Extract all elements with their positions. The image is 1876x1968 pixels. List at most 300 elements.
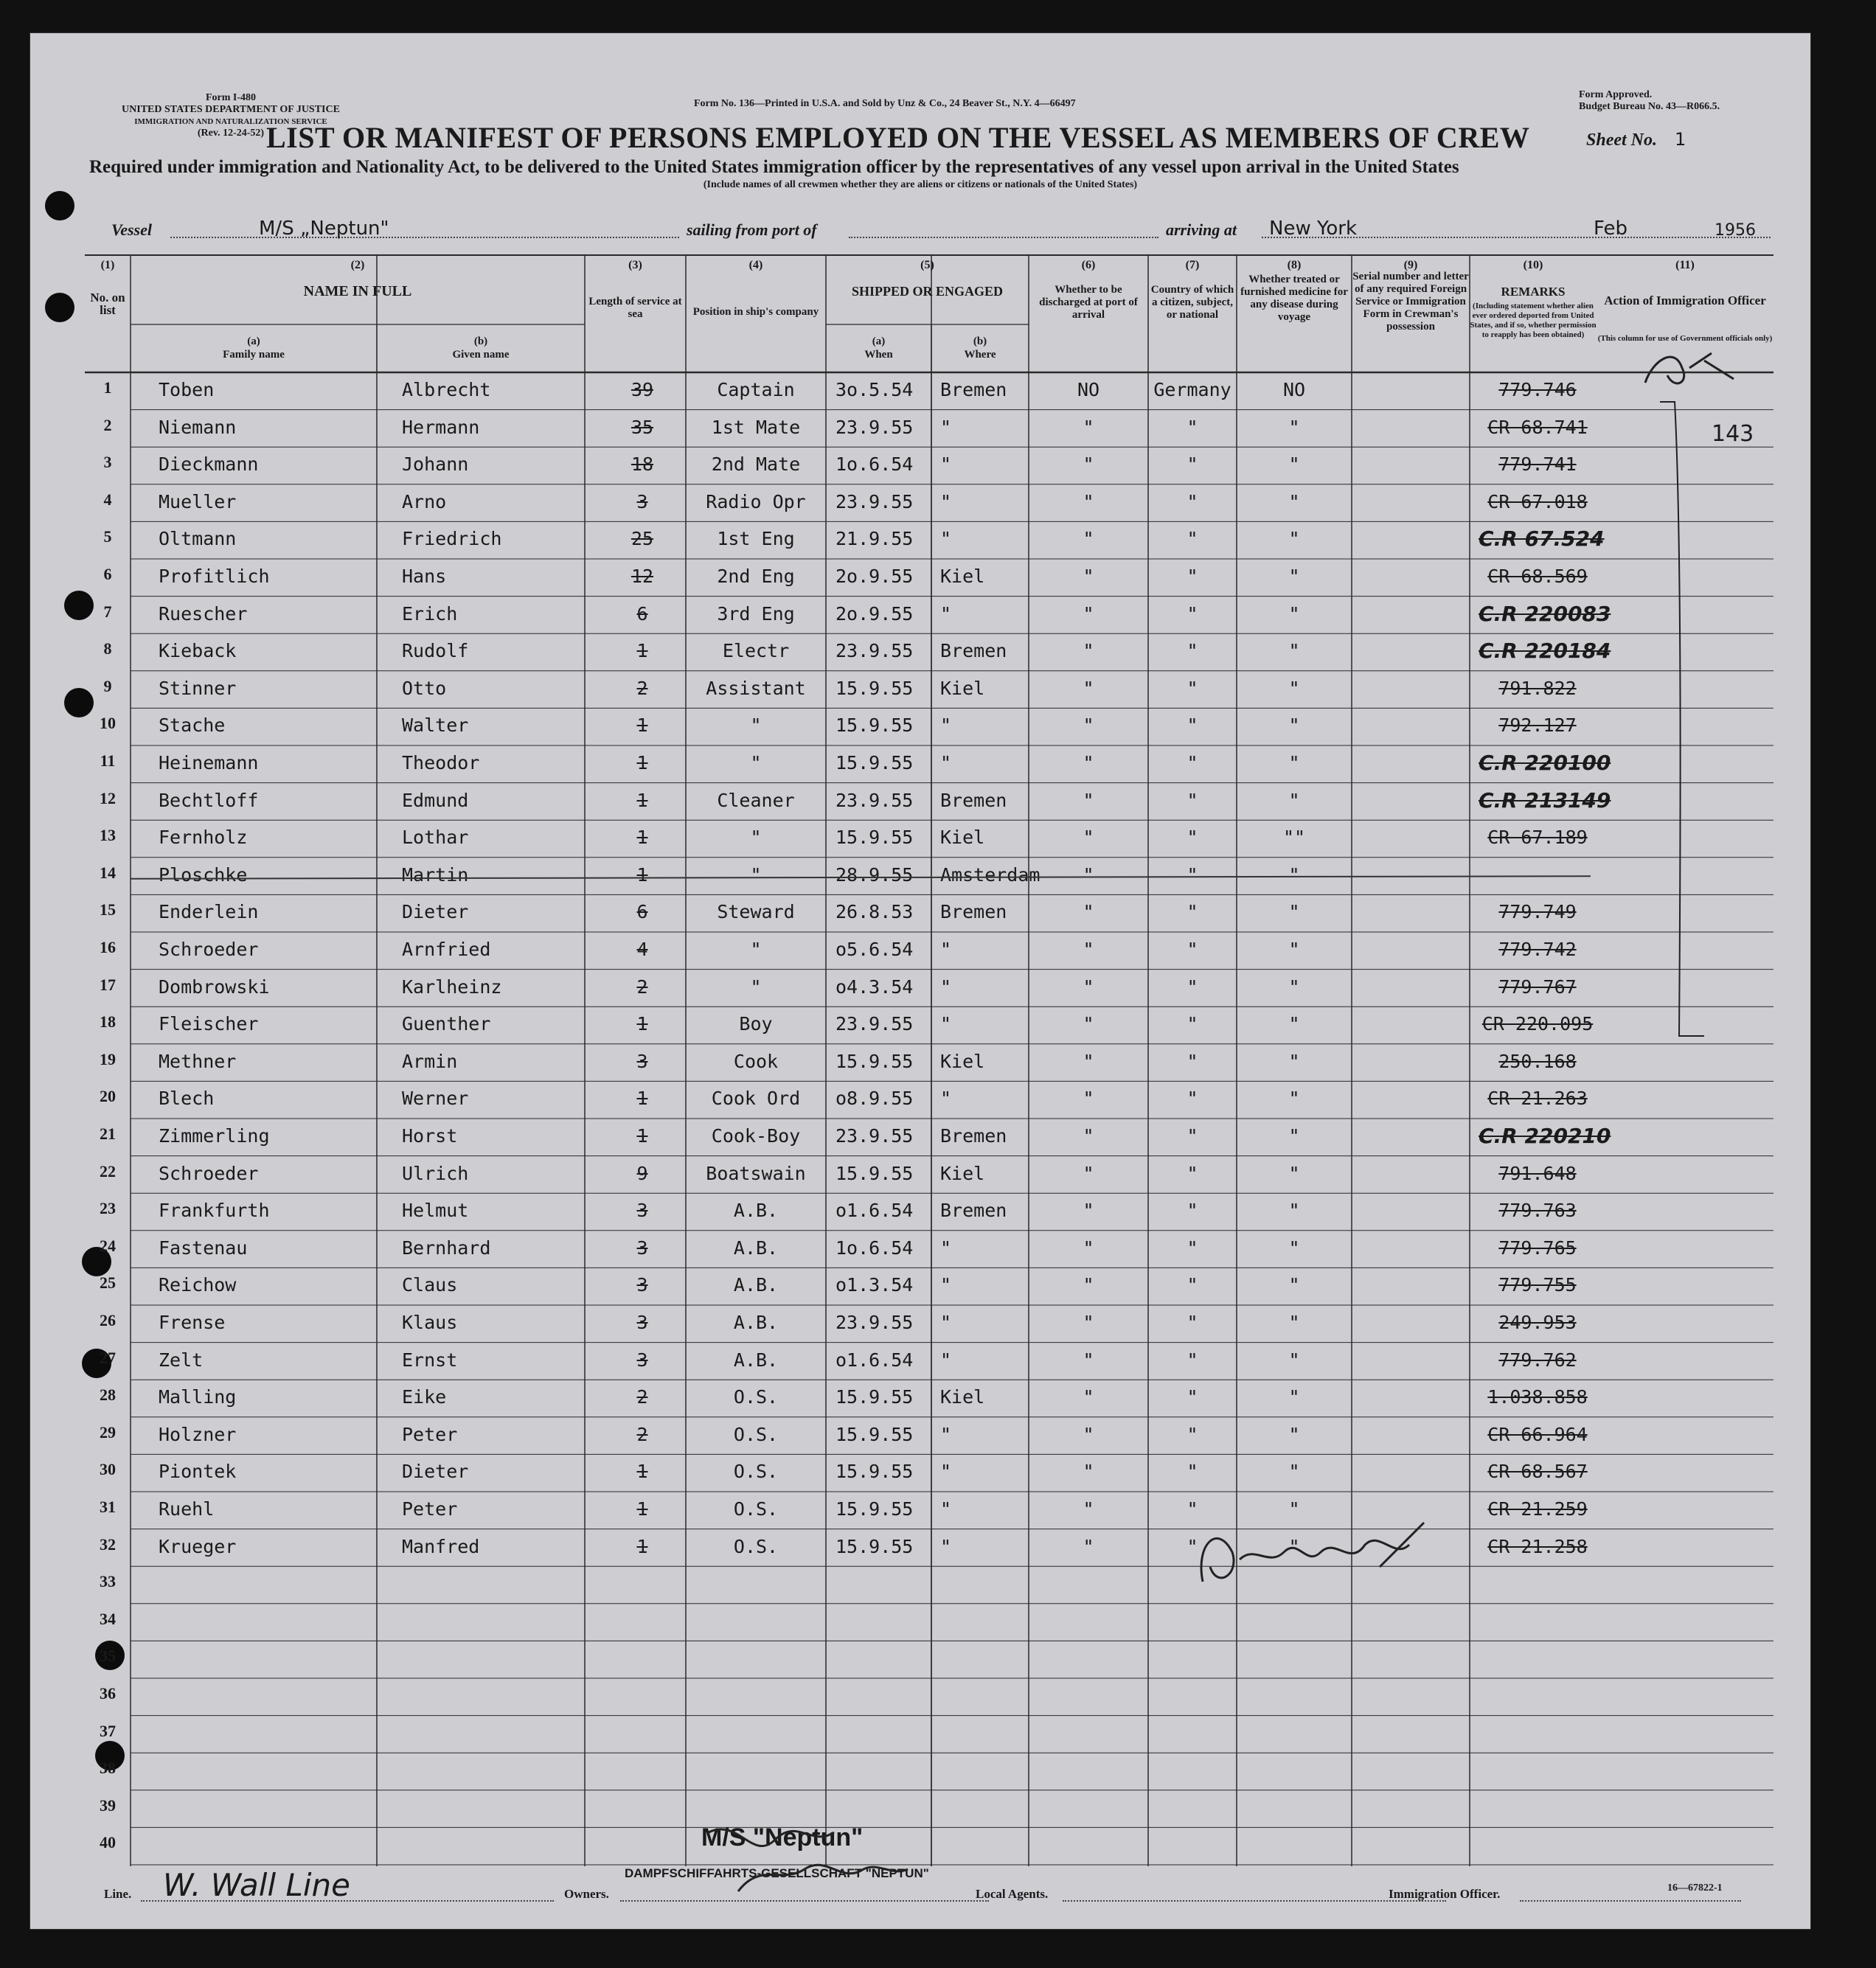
printer-line: Form No. 136—Printed in U.S.A. and Sold by Unz & Co., 24 Beaver St., N.Y. 4—66497 <box>694 98 1076 109</box>
table-cell-discharged: " <box>1083 901 1094 923</box>
table-cell-given-name: Hans <box>402 566 447 587</box>
table-cell-family-name: Zimmerling <box>159 1125 270 1147</box>
row-number: 21 <box>100 1124 116 1143</box>
table-cell-medicine: " <box>1288 640 1300 662</box>
table-cell-shipped-when: 23.9.55 <box>835 490 914 512</box>
row-number: 1 <box>103 378 112 397</box>
column-number: (11) <box>1675 259 1695 271</box>
table-cell-remarks: 249.953 <box>1498 1312 1577 1333</box>
table-cell-length-of-service: 3 <box>636 1237 648 1259</box>
table-cell-medicine: " <box>1288 1088 1300 1110</box>
immigration-officer-label: Immigration Officer. <box>1389 1887 1501 1901</box>
table-cell-position: Cook-Boy <box>711 1125 801 1147</box>
table-cell-length-of-service: 1 <box>636 1498 648 1520</box>
table-cell-family-name: Toben <box>159 379 215 400</box>
line-label: Line. <box>104 1887 132 1901</box>
table-cell-discharged: " <box>1083 1386 1094 1408</box>
length-of-service-header: Length of service at sea <box>588 296 682 320</box>
form-code: 16—67822-1 <box>1667 1882 1723 1894</box>
table-cell-shipped-when: 2o.9.55 <box>835 566 914 587</box>
table-cell-family-name: Mueller <box>159 490 237 512</box>
approval-line1: Form Approved. <box>1579 89 1653 100</box>
table-cell-shipped-when: o4.3.54 <box>835 976 914 998</box>
column-number: (7) <box>1185 259 1200 271</box>
column-number: (5) <box>920 259 934 271</box>
table-cell-position: Boatswain <box>706 1162 806 1184</box>
table-cell-medicine: " <box>1288 528 1300 550</box>
medicine-header: Whether treated or furnished medicine for any disease during voyage <box>1240 274 1348 323</box>
table-cell-medicine: " <box>1288 1013 1300 1035</box>
table-cell-family-name: Stinner <box>159 677 237 699</box>
table-cell-remarks: C.R 220210 <box>1479 1124 1611 1148</box>
table-cell-country: " <box>1187 1274 1198 1296</box>
punch-hole <box>45 293 74 322</box>
table-cell-remarks: 791.822 <box>1498 677 1577 699</box>
table-cell-shipped-where: " <box>940 1312 952 1333</box>
table-cell-medicine: " <box>1288 939 1300 960</box>
row-number: 19 <box>100 1049 116 1068</box>
row-number: 6 <box>103 565 112 583</box>
given-name-tag: (b) <box>473 335 488 347</box>
table-cell-length-of-service: 18 <box>630 453 654 476</box>
table-cell-family-name: Holzner <box>159 1423 237 1445</box>
action-note: (This column for use of Government officials only) <box>1597 334 1773 343</box>
table-cell-length-of-service: 3 <box>636 1349 648 1371</box>
table-cell-given-name: Ulrich <box>402 1162 469 1184</box>
remarks-header: REMARKS <box>1501 285 1566 299</box>
table-cell-shipped-where: " <box>940 939 952 960</box>
table-cell-shipped-when: o1.6.54 <box>835 1200 914 1222</box>
table-cell-length-of-service: 1 <box>636 1125 648 1147</box>
remarks-note: (Including statement whether alien ever ordered deported from United States, and if so, whether permission to reapply has been obtained) <box>1470 302 1597 339</box>
table-cell-country: " <box>1187 1237 1198 1259</box>
table-cell-remarks: 250.168 <box>1498 1050 1577 1072</box>
table-cell-given-name: Dieter <box>402 1461 469 1483</box>
table-cell-length-of-service: 3 <box>636 1312 648 1333</box>
table-cell-country: " <box>1187 528 1198 550</box>
table-cell-shipped-when: 15.9.55 <box>835 1461 914 1483</box>
table-cell-family-name: Bechtloff <box>159 789 259 811</box>
table-cell-discharged: " <box>1083 939 1094 960</box>
table-cell-medicine: " <box>1288 1461 1300 1483</box>
table-cell-medicine: " <box>1288 714 1300 737</box>
table-cell-position: Radio Opr <box>706 490 806 512</box>
shipped-or-engaged-header: SHIPPED OR ENGAGED <box>851 284 1004 299</box>
table-cell-discharged: " <box>1083 1461 1094 1483</box>
table-cell-given-name: Klaus <box>402 1312 458 1333</box>
table-cell-position: O.S. <box>733 1535 779 1557</box>
sheet-label: Sheet No. <box>1586 131 1657 150</box>
row-number: 34 <box>100 1609 116 1628</box>
subtitle: Required under immigration and Nationality Act, to be delivered to the United States immigration officer by the representatives of any vessel upon arrival in the United States <box>89 157 1459 177</box>
table-cell-length-of-service: 1 <box>636 863 648 886</box>
row-number: 4 <box>103 490 112 509</box>
table-cell-medicine: " <box>1288 901 1300 923</box>
table-cell-shipped-where: " <box>940 1461 952 1483</box>
row-number: 13 <box>100 826 116 845</box>
table-cell-position: Electr <box>722 640 790 662</box>
table-cell-medicine: " <box>1288 1162 1300 1184</box>
table-cell-length-of-service: 12 <box>630 566 654 587</box>
stamp-vessel: M/S "Neptun" <box>701 1823 864 1851</box>
table-cell-position: " <box>750 714 762 737</box>
column-number: (9) <box>1403 259 1418 271</box>
table-cell-shipped-when: 28.9.55 <box>835 863 914 886</box>
table-cell-shipped-where: Bremen <box>940 379 1007 400</box>
row-number: 14 <box>100 863 116 882</box>
column-number: (2) <box>350 259 365 271</box>
arriving-label: arriving at <box>1166 220 1237 239</box>
table-cell-shipped-where: Kiel <box>940 1050 985 1072</box>
table-cell-position: Cook Ord <box>711 1088 801 1110</box>
table-cell-given-name: Theodor <box>402 752 480 773</box>
table-cell-length-of-service: 3 <box>636 490 648 512</box>
row-number: 38 <box>100 1759 116 1778</box>
table-cell-country: " <box>1187 1312 1198 1333</box>
table-cell-discharged: " <box>1083 528 1094 550</box>
table-cell-medicine: " <box>1288 1498 1300 1520</box>
table-cell-shipped-when: 2o.9.55 <box>835 602 914 625</box>
table-cell-country: " <box>1187 714 1198 737</box>
table-cell-position: O.S. <box>733 1386 779 1408</box>
table-cell-medicine: " <box>1288 677 1300 699</box>
approval-line2: Budget Bureau No. 43—R066.5. <box>1579 101 1720 112</box>
table-cell-shipped-where: " <box>940 602 952 625</box>
table-cell-remarks: 792.127 <box>1498 714 1577 737</box>
table-cell-remarks: 779.746 <box>1498 379 1577 400</box>
table-cell-medicine: NO <box>1282 379 1306 400</box>
table-cell-country: " <box>1187 1050 1198 1072</box>
table-cell-discharged: " <box>1083 677 1094 699</box>
row-number: 29 <box>100 1422 116 1442</box>
table-cell-family-name: Fleischer <box>159 1013 259 1035</box>
vessel-label: Vessel <box>111 220 152 239</box>
table-cell-family-name: Frense <box>159 1312 226 1333</box>
table-cell-discharged: " <box>1083 1162 1094 1184</box>
table-cell-length-of-service: 25 <box>630 528 654 550</box>
table-cell-family-name: Ploschke <box>159 863 248 886</box>
row-number: 25 <box>100 1273 116 1293</box>
table-cell-discharged: " <box>1083 1535 1094 1557</box>
table-cell-discharged: " <box>1083 863 1094 886</box>
table-cell-discharged: " <box>1083 416 1094 438</box>
table-cell-shipped-when: o1.3.54 <box>835 1274 914 1296</box>
vessel-value: M/S „Neptun" <box>259 218 389 240</box>
agency-line1: UNITED STATES DEPARTMENT OF JUSTICE <box>122 104 340 115</box>
table-cell-country: " <box>1187 789 1198 811</box>
table-cell-given-name: Johann <box>402 453 469 476</box>
row-number: 3 <box>103 453 112 472</box>
table-cell-discharged: " <box>1083 1050 1094 1072</box>
table-cell-remarks: 779.762 <box>1498 1349 1577 1371</box>
table-cell-remarks: 1.038.858 <box>1487 1386 1588 1408</box>
table-cell-length-of-service: 35 <box>630 416 654 438</box>
column-number: (3) <box>628 259 642 271</box>
column-number: (10) <box>1523 259 1543 271</box>
no-on-list-header: No. on list <box>90 291 125 317</box>
table-cell-shipped-where: " <box>940 1498 952 1520</box>
table-cell-country: " <box>1187 416 1198 438</box>
table-cell-medicine: " <box>1288 1200 1300 1222</box>
table-cell-discharged: " <box>1083 1423 1094 1445</box>
table-cell-family-name: Reichow <box>159 1274 237 1296</box>
row-number: 11 <box>100 751 116 770</box>
table-cell-position: Cleaner <box>717 789 795 811</box>
table-cell-discharged: " <box>1083 566 1094 587</box>
table-cell-remarks: CR 68.741 <box>1487 416 1588 438</box>
table-cell-remarks: CR 68.569 <box>1487 566 1588 587</box>
table-cell-given-name: Otto <box>402 677 447 699</box>
table-cell-shipped-when: 15.9.55 <box>835 1386 914 1408</box>
table-cell-length-of-service: 1 <box>636 1013 648 1035</box>
table-cell-family-name: Frankfurth <box>159 1200 270 1222</box>
table-cell-discharged: " <box>1083 1200 1094 1222</box>
table-cell-position: " <box>750 863 762 886</box>
table-cell-position: Boy <box>739 1013 773 1035</box>
table-cell-discharged: " <box>1083 1498 1094 1520</box>
table-cell-shipped-where: " <box>940 1013 952 1035</box>
table-cell-shipped-when: 15.9.55 <box>835 1535 914 1557</box>
table-cell-medicine: " <box>1288 1349 1300 1371</box>
table-cell-shipped-where: " <box>940 976 952 998</box>
table-cell-family-name: Krueger <box>159 1535 237 1557</box>
table-cell-remarks: C.R 220100 <box>1479 751 1611 775</box>
row-number: 18 <box>100 1012 116 1032</box>
row-number: 26 <box>100 1311 116 1329</box>
table-cell-shipped-when: 1o.6.54 <box>835 1237 914 1259</box>
table-cell-shipped-when: 26.8.53 <box>835 901 914 923</box>
table-cell-family-name: Dieckmann <box>159 453 259 476</box>
table-cell-country: " <box>1187 1013 1198 1035</box>
row-number: 37 <box>100 1721 116 1740</box>
table-cell-country: " <box>1187 677 1198 699</box>
table-cell-country: " <box>1187 1349 1198 1371</box>
table-cell-given-name: Albrecht <box>402 379 491 400</box>
table-cell-length-of-service: 1 <box>636 827 648 849</box>
table-cell-shipped-where: Bremen <box>940 640 1007 662</box>
row-number: 9 <box>103 676 112 695</box>
when-tag: (a) <box>872 335 886 347</box>
sheet-value: 1 <box>1675 129 1686 150</box>
table-cell-position: " <box>750 976 762 998</box>
table-cell-given-name: Armin <box>402 1050 458 1072</box>
row-number: 39 <box>100 1795 116 1815</box>
table-cell-position: Assistant <box>706 677 806 699</box>
table-cell-remarks: C.R 213149 <box>1479 787 1611 813</box>
table-cell-remarks: 779.765 <box>1498 1237 1577 1259</box>
table-cell-country: " <box>1187 453 1198 476</box>
table-cell-shipped-when: 15.9.55 <box>835 1162 914 1184</box>
table-cell-country: Germany <box>1153 379 1231 400</box>
table-cell-given-name: Werner <box>402 1088 469 1110</box>
table-cell-shipped-when: 15.9.55 <box>835 1498 914 1520</box>
table-cell-discharged: " <box>1083 602 1094 625</box>
table-cell-family-name: Zelt <box>159 1349 204 1371</box>
table-cell-length-of-service: 6 <box>636 901 648 923</box>
table-cell-family-name: Profitlich <box>159 566 270 587</box>
table-cell-discharged: " <box>1083 976 1094 998</box>
table-cell-shipped-where: " <box>940 453 952 476</box>
table-cell-country: " <box>1187 1423 1198 1445</box>
table-cell-medicine: " <box>1288 789 1300 811</box>
table-cell-length-of-service: 1 <box>636 640 648 662</box>
when-header: When <box>864 349 893 361</box>
table-cell-shipped-where: Kiel <box>940 1386 985 1408</box>
table-cell-given-name: Hermann <box>402 416 480 438</box>
table-cell-discharged: " <box>1083 1125 1094 1147</box>
table-cell-family-name: Malling <box>159 1386 237 1408</box>
row-number: 40 <box>100 1833 116 1852</box>
table-cell-country: " <box>1187 1125 1198 1147</box>
table-cell-shipped-where: Kiel <box>940 566 985 587</box>
table-cell-shipped-where: " <box>940 416 952 438</box>
table-cell-position: O.S. <box>733 1423 779 1445</box>
table-cell-position: " <box>750 752 762 773</box>
table-cell-given-name: Martin <box>402 863 469 886</box>
table-cell-length-of-service: 9 <box>636 1162 648 1184</box>
table-cell-position: A.B. <box>733 1200 779 1222</box>
table-cell-country: " <box>1187 1162 1198 1184</box>
table-cell-discharged: " <box>1083 1013 1094 1035</box>
table-cell-country: " <box>1187 602 1198 625</box>
table-cell-shipped-where: Bremen <box>940 1125 1007 1147</box>
table-cell-country: " <box>1187 1386 1198 1408</box>
row-number: 31 <box>100 1498 116 1516</box>
table-cell-position: 1st Eng <box>717 528 795 550</box>
table-cell-medicine: "" <box>1282 827 1306 849</box>
discharged-header: Whether to be discharged at port of arrival <box>1039 284 1138 321</box>
table-cell-remarks: CR 67.189 <box>1487 827 1588 849</box>
table-cell-shipped-when: 23.9.55 <box>835 1312 914 1333</box>
vessel-line <box>111 216 1771 243</box>
table-cell-length-of-service: 3 <box>636 1274 648 1296</box>
table-cell-family-name: Dombrowski <box>159 976 270 998</box>
table-cell-discharged: " <box>1083 1274 1094 1296</box>
table-cell-family-name: Niemann <box>159 416 237 438</box>
agent-signature <box>694 1818 915 1899</box>
table-cell-family-name: Ruehl <box>159 1498 215 1520</box>
table-cell-shipped-when: 1o.6.54 <box>835 453 914 476</box>
table-cell-length-of-service: 1 <box>636 1088 648 1110</box>
table-cell-country: " <box>1187 901 1198 923</box>
table-cell-remarks: CR 220.095 <box>1481 1013 1594 1035</box>
table-cell-discharged: " <box>1083 752 1094 773</box>
table-cell-medicine: " <box>1288 1423 1300 1445</box>
table-cell-medicine: " <box>1288 863 1300 886</box>
table-cell-given-name: Peter <box>402 1423 458 1445</box>
table-cell-remarks: 779.741 <box>1498 453 1577 476</box>
table-cell-remarks: C.R 220083 <box>1479 601 1611 626</box>
table-cell-remarks: CR 68.567 <box>1487 1461 1588 1483</box>
table-cell-given-name: Lothar <box>402 827 469 849</box>
table-cell-length-of-service: 1 <box>636 789 648 811</box>
table-cell-discharged: NO <box>1077 379 1100 400</box>
table-cell-medicine: " <box>1288 1535 1300 1557</box>
table-cell-remarks: 779.742 <box>1498 939 1577 960</box>
table-cell-discharged: " <box>1083 490 1094 512</box>
table-cell-shipped-when: 3o.5.54 <box>835 379 914 400</box>
table-cell-discharged: " <box>1083 640 1094 662</box>
table-cell-given-name: Dieter <box>402 901 469 923</box>
table-cell-country: " <box>1187 752 1198 773</box>
table-cell-remarks: C.R 220184 <box>1479 639 1611 664</box>
table-cell-shipped-where: Bremen <box>940 1200 1007 1222</box>
table-cell-shipped-when: 15.9.55 <box>835 752 914 773</box>
column-number: (6) <box>1081 259 1096 271</box>
table-cell-family-name: Fernholz <box>159 827 248 849</box>
row-number: 24 <box>100 1236 116 1255</box>
family-name-tag: (a) <box>247 335 260 347</box>
table-cell-position: 3rd Eng <box>717 602 795 625</box>
row-number: 5 <box>103 527 112 546</box>
table-cell-given-name: Horst <box>402 1125 458 1147</box>
table-cell-remarks: CR 21.263 <box>1487 1088 1588 1110</box>
table-cell-shipped-when: o8.9.55 <box>835 1088 914 1110</box>
table-cell-country: " <box>1187 827 1198 849</box>
table-cell-remarks: 779.763 <box>1498 1200 1577 1222</box>
table-cell-length-of-service: 2 <box>636 1423 648 1445</box>
table-cell-country: " <box>1187 640 1198 662</box>
table-cell-position: Steward <box>717 901 795 923</box>
table-cell-length-of-service: 2 <box>636 1386 648 1408</box>
table-cell-country: " <box>1187 490 1198 512</box>
table-cell-discharged: " <box>1083 453 1094 476</box>
row-number: 8 <box>103 639 112 658</box>
subtitle-note: (Include names of all crewmen whether they are aliens or citizens or nationals of the United States) <box>703 179 1138 190</box>
table-cell-discharged: " <box>1083 1349 1094 1371</box>
table-cell-family-name: Fastenau <box>159 1237 248 1259</box>
table-cell-given-name: Arno <box>402 490 447 512</box>
table-cell-position: 1st Mate <box>711 416 801 438</box>
arriving-value: New York <box>1269 218 1358 240</box>
table-cell-shipped-when: o1.6.54 <box>835 1349 914 1371</box>
sheet-number <box>1586 129 1686 150</box>
table-cell-country: " <box>1187 1461 1198 1483</box>
table-cell-medicine: " <box>1288 453 1300 476</box>
table-cell-remarks: CR 67.018 <box>1487 490 1588 512</box>
agency-line2: IMMIGRATION AND NATURALIZATION SERVICE <box>134 117 327 126</box>
table-cell-given-name: Karlheinz <box>402 976 502 998</box>
table-cell-medicine: " <box>1288 602 1300 625</box>
table-cell-discharged: " <box>1083 1237 1094 1259</box>
row-number: 30 <box>100 1460 116 1479</box>
column-number: (4) <box>748 259 763 271</box>
row-number: 33 <box>100 1572 116 1591</box>
page-title: LIST OR MANIFEST OF PERSONS EMPLOYED ON THE VESSEL AS MEMBERS OF CREW <box>266 121 1530 154</box>
table-cell-shipped-when: 15.9.55 <box>835 1423 914 1445</box>
row-number: 22 <box>100 1161 116 1181</box>
sailing-label: sailing from port of <box>687 220 817 239</box>
table-cell-remarks: CR 21.259 <box>1487 1498 1588 1520</box>
table-cell-country: " <box>1187 976 1198 998</box>
table-cell-given-name: Claus <box>402 1274 458 1296</box>
table-cell-remarks: CR 66.964 <box>1487 1423 1588 1445</box>
table-cell-medicine: " <box>1288 752 1300 773</box>
table-cell-country: " <box>1187 863 1198 886</box>
table-cell-family-name: Enderlein <box>159 901 259 923</box>
row-number: 28 <box>100 1385 116 1405</box>
name-in-full-header: NAME IN FULL <box>303 283 412 299</box>
where-tag: (b) <box>973 335 987 347</box>
table-cell-length-of-service: 1 <box>636 714 648 737</box>
table-cell-length-of-service: 1 <box>636 1461 648 1483</box>
table-cell-remarks: 779.755 <box>1498 1274 1577 1296</box>
table-cell-country: " <box>1187 939 1198 960</box>
table-cell-shipped-when: 21.9.55 <box>835 528 914 550</box>
table-cell-discharged: " <box>1083 789 1094 811</box>
table-cell-position: A.B. <box>733 1312 779 1333</box>
table-cell-discharged: " <box>1083 714 1094 737</box>
